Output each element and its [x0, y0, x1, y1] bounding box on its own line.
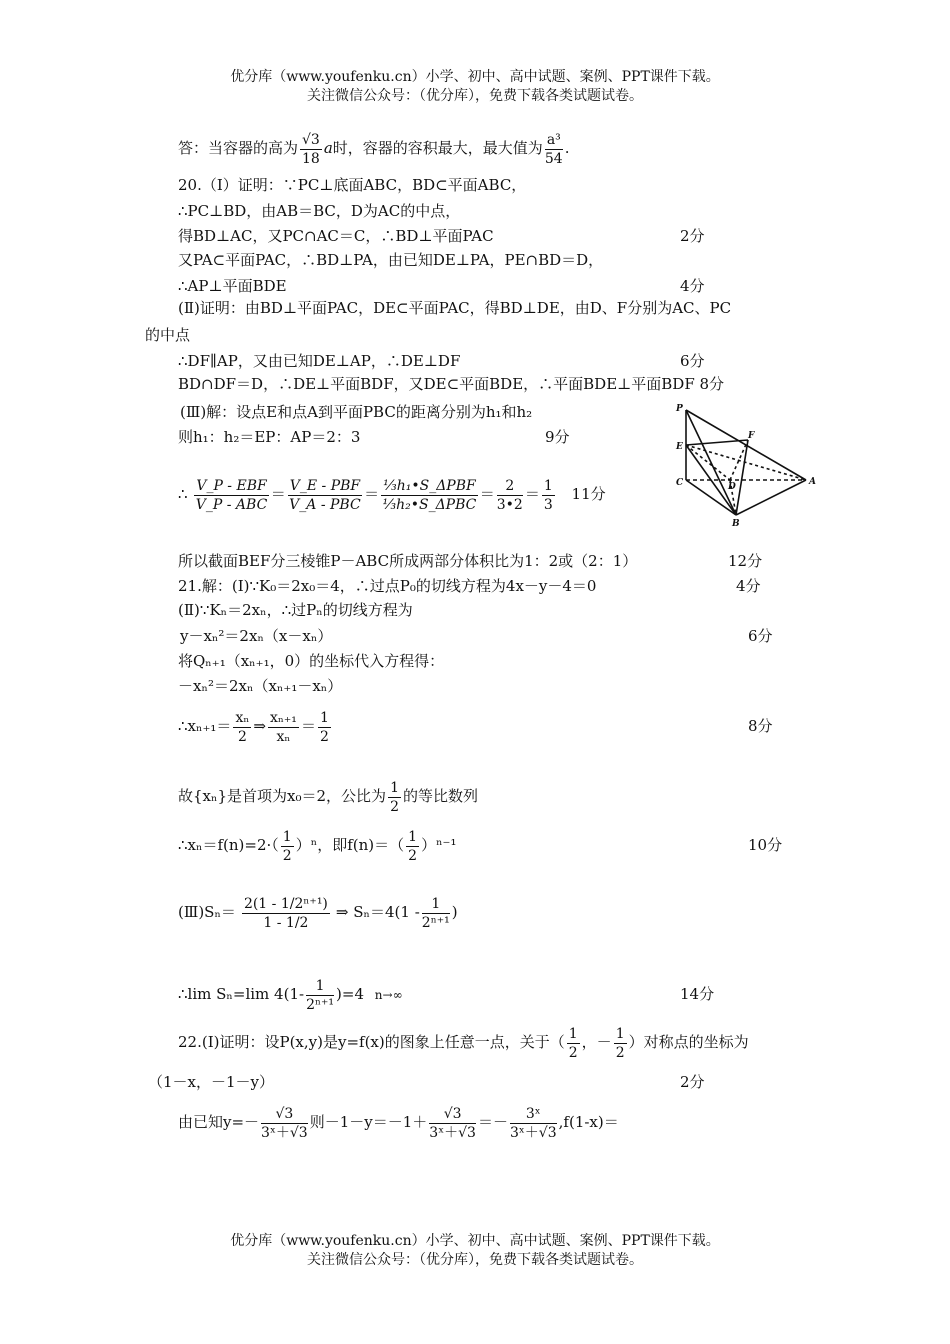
q20-line-6: (Ⅱ)证明：由BD⊥平面PAC，DE⊂平面PAC，得BD⊥DE，由D、F分别为AC、PC	[178, 299, 732, 317]
q21-line-2: (Ⅱ)∵Kₙ＝2xₙ，∴过Pₙ的切线方程为	[178, 601, 413, 619]
q21-score-6: 6分	[748, 627, 773, 645]
q20-volume-ratio: ∴ V_P - EBF V_P - ABC ＝ V_E - PBF V_A - PBC ＝ ⅓h₁•S_ΔPBF ⅓h₂•S_ΔPBC ＝ $\frac{2}{3•2}$ ＝ $\frac{1}{3}$ 11分	[178, 477, 606, 513]
q20-line-9: BD∩DF＝D，∴DE⊥平面BDF，又DE⊂平面BDE，∴平面BDE⊥平面BDF 8分	[178, 375, 725, 393]
q21-line-8: ∴xₙ＝f(n)=2·（ $\frac{1}{2}$ ）ⁿ，即f(n)＝（ $\frac{1}{2}$ ）ⁿ⁻¹	[178, 828, 457, 864]
q20-score-9: 9分	[545, 428, 570, 446]
q20-score-2: 2分	[680, 227, 705, 245]
q21-score-8: 8分	[748, 717, 773, 735]
q20-line-10: (Ⅲ)解：设点E和点A到平面PBC的距离分别为h₁和h₂	[180, 403, 533, 421]
q20-line-8: ∴DF∥AP，又由已知DE⊥AP，∴DE⊥DF	[178, 352, 461, 370]
footer-line-1: 优分库（www.youfenku.cn）小学、初中、高中试题、案例、PPT课件下载。	[230, 1233, 720, 1249]
q20-line-1: 20.（Ⅰ）证明：∵PC⊥底面ABC，BD⊂平面ABC，	[178, 176, 527, 194]
q21-score-10: 10分	[748, 836, 783, 854]
q21-line-7: 故{xₙ}是首项为x₀＝2，公比为 $\frac{1}{2}$ 的等比数列	[178, 779, 478, 815]
answer-line: 答：当容器的高为 $\frac{√3}{18}$ a时，容器的容积最大，最大值为 $\frac{\text{a³}}{54}$ .	[178, 131, 570, 167]
q20-line-2: ∴PC⊥BD，由AB＝BC，D为AC的中点，	[178, 202, 461, 220]
q20-line-11: 则h₁：h₂＝EP：AP＝2：3	[178, 428, 361, 446]
q22-line-2: （1－x，－1－y）	[148, 1073, 275, 1091]
q21-score-4: 4分	[736, 577, 761, 595]
q22-line-1: 22.(Ⅰ)证明：设P(x,y)是y=f(x)的图象上任意一点，关于（ $\frac{1}{2}$ ，－ $\frac{1}{2}$ ）对称点的坐标为	[178, 1025, 749, 1061]
q21-line-6: ∴xₙ₊₁＝ $\frac{\text{xₙ}}{2}$ ⇒ $\frac{\text{xₙ₊₁}}{\text{xₙ}}$ ＝ $\frac{1}{2}$	[178, 709, 329, 745]
label-f: F	[748, 431, 755, 441]
q21-line-5: －xₙ²＝2xₙ（xₙ₊₁－xₙ）	[178, 677, 343, 695]
label-p: P	[676, 404, 683, 414]
q22-score-2: 2分	[680, 1073, 705, 1091]
q22-line-3: 由已知y=－ $\frac{√3}{\text{3ˣ＋√3}}$ 则－1－y＝－1＋ $\frac{√3}{\text{3ˣ＋√3}}$ ＝－ $\frac{\text{3ˣ}}{\text{3ˣ＋√3}}$ ,f(1-x)＝	[178, 1105, 619, 1141]
q20-score-4: 4分	[680, 277, 705, 295]
q21-line-3: y－xₙ²＝2xₙ（x－xₙ）	[180, 627, 333, 645]
pyramid-figure	[672, 398, 822, 528]
footer-line-2: 关注微信公众号：（优分库），免费下载各类试题试卷。	[307, 1252, 643, 1268]
label-a: A	[809, 477, 816, 487]
label-b: B	[732, 519, 740, 528]
q21-line-1: 21.解：(Ⅰ)∵K₀＝2x₀＝4，∴过点P₀的切线方程为4x－y－4＝0	[178, 577, 597, 595]
header-line-1: 优分库（www.youfenku.cn）小学、初中、高中试题、案例、PPT课件下载。	[230, 69, 720, 85]
q20-line-3: 得BD⊥AC，又PC∩AC＝C，∴BD⊥平面PAC	[178, 227, 494, 245]
q20-score-12: 12分	[728, 552, 763, 570]
q20-line-5: ∴AP⊥平面BDE	[178, 277, 287, 295]
q20-line-7: 的中点	[145, 326, 191, 344]
q21-line-10: ∴lim Sₙ=lim 4(1- $\frac{1}{\text{2ⁿ⁺¹}}$ )=4 n→∞	[178, 977, 403, 1013]
q20-line-4: 又PA⊂平面PAC，∴BD⊥PA，由已知DE⊥PA，PE∩BD＝D，	[178, 251, 604, 269]
q21-line-4: 将Qₙ₊₁（xₙ₊₁，0）的坐标代入方程得：	[178, 652, 445, 670]
label-d: D	[728, 482, 736, 492]
header-line-2: 关注微信公众号：（优分库），免费下载各类试题试卷。	[307, 88, 643, 104]
q21-score-14: 14分	[680, 985, 715, 1003]
label-e: E	[676, 442, 683, 452]
label-c: C	[676, 478, 684, 488]
q21-line-9: (Ⅲ)Sₙ＝ $\frac{\text{2(1 - 1/2ⁿ⁺¹)}}{1 - 1/2}$ ⇒ Sₙ＝4(1 - $\frac{1}{\text{2ⁿ⁺¹}}$ )	[178, 895, 458, 931]
q20-score-6: 6分	[680, 352, 705, 370]
q20-line-13: 所以截面BEF分三棱锥P－ABC所成两部分体积比为1：2或（2：1）	[178, 552, 638, 570]
